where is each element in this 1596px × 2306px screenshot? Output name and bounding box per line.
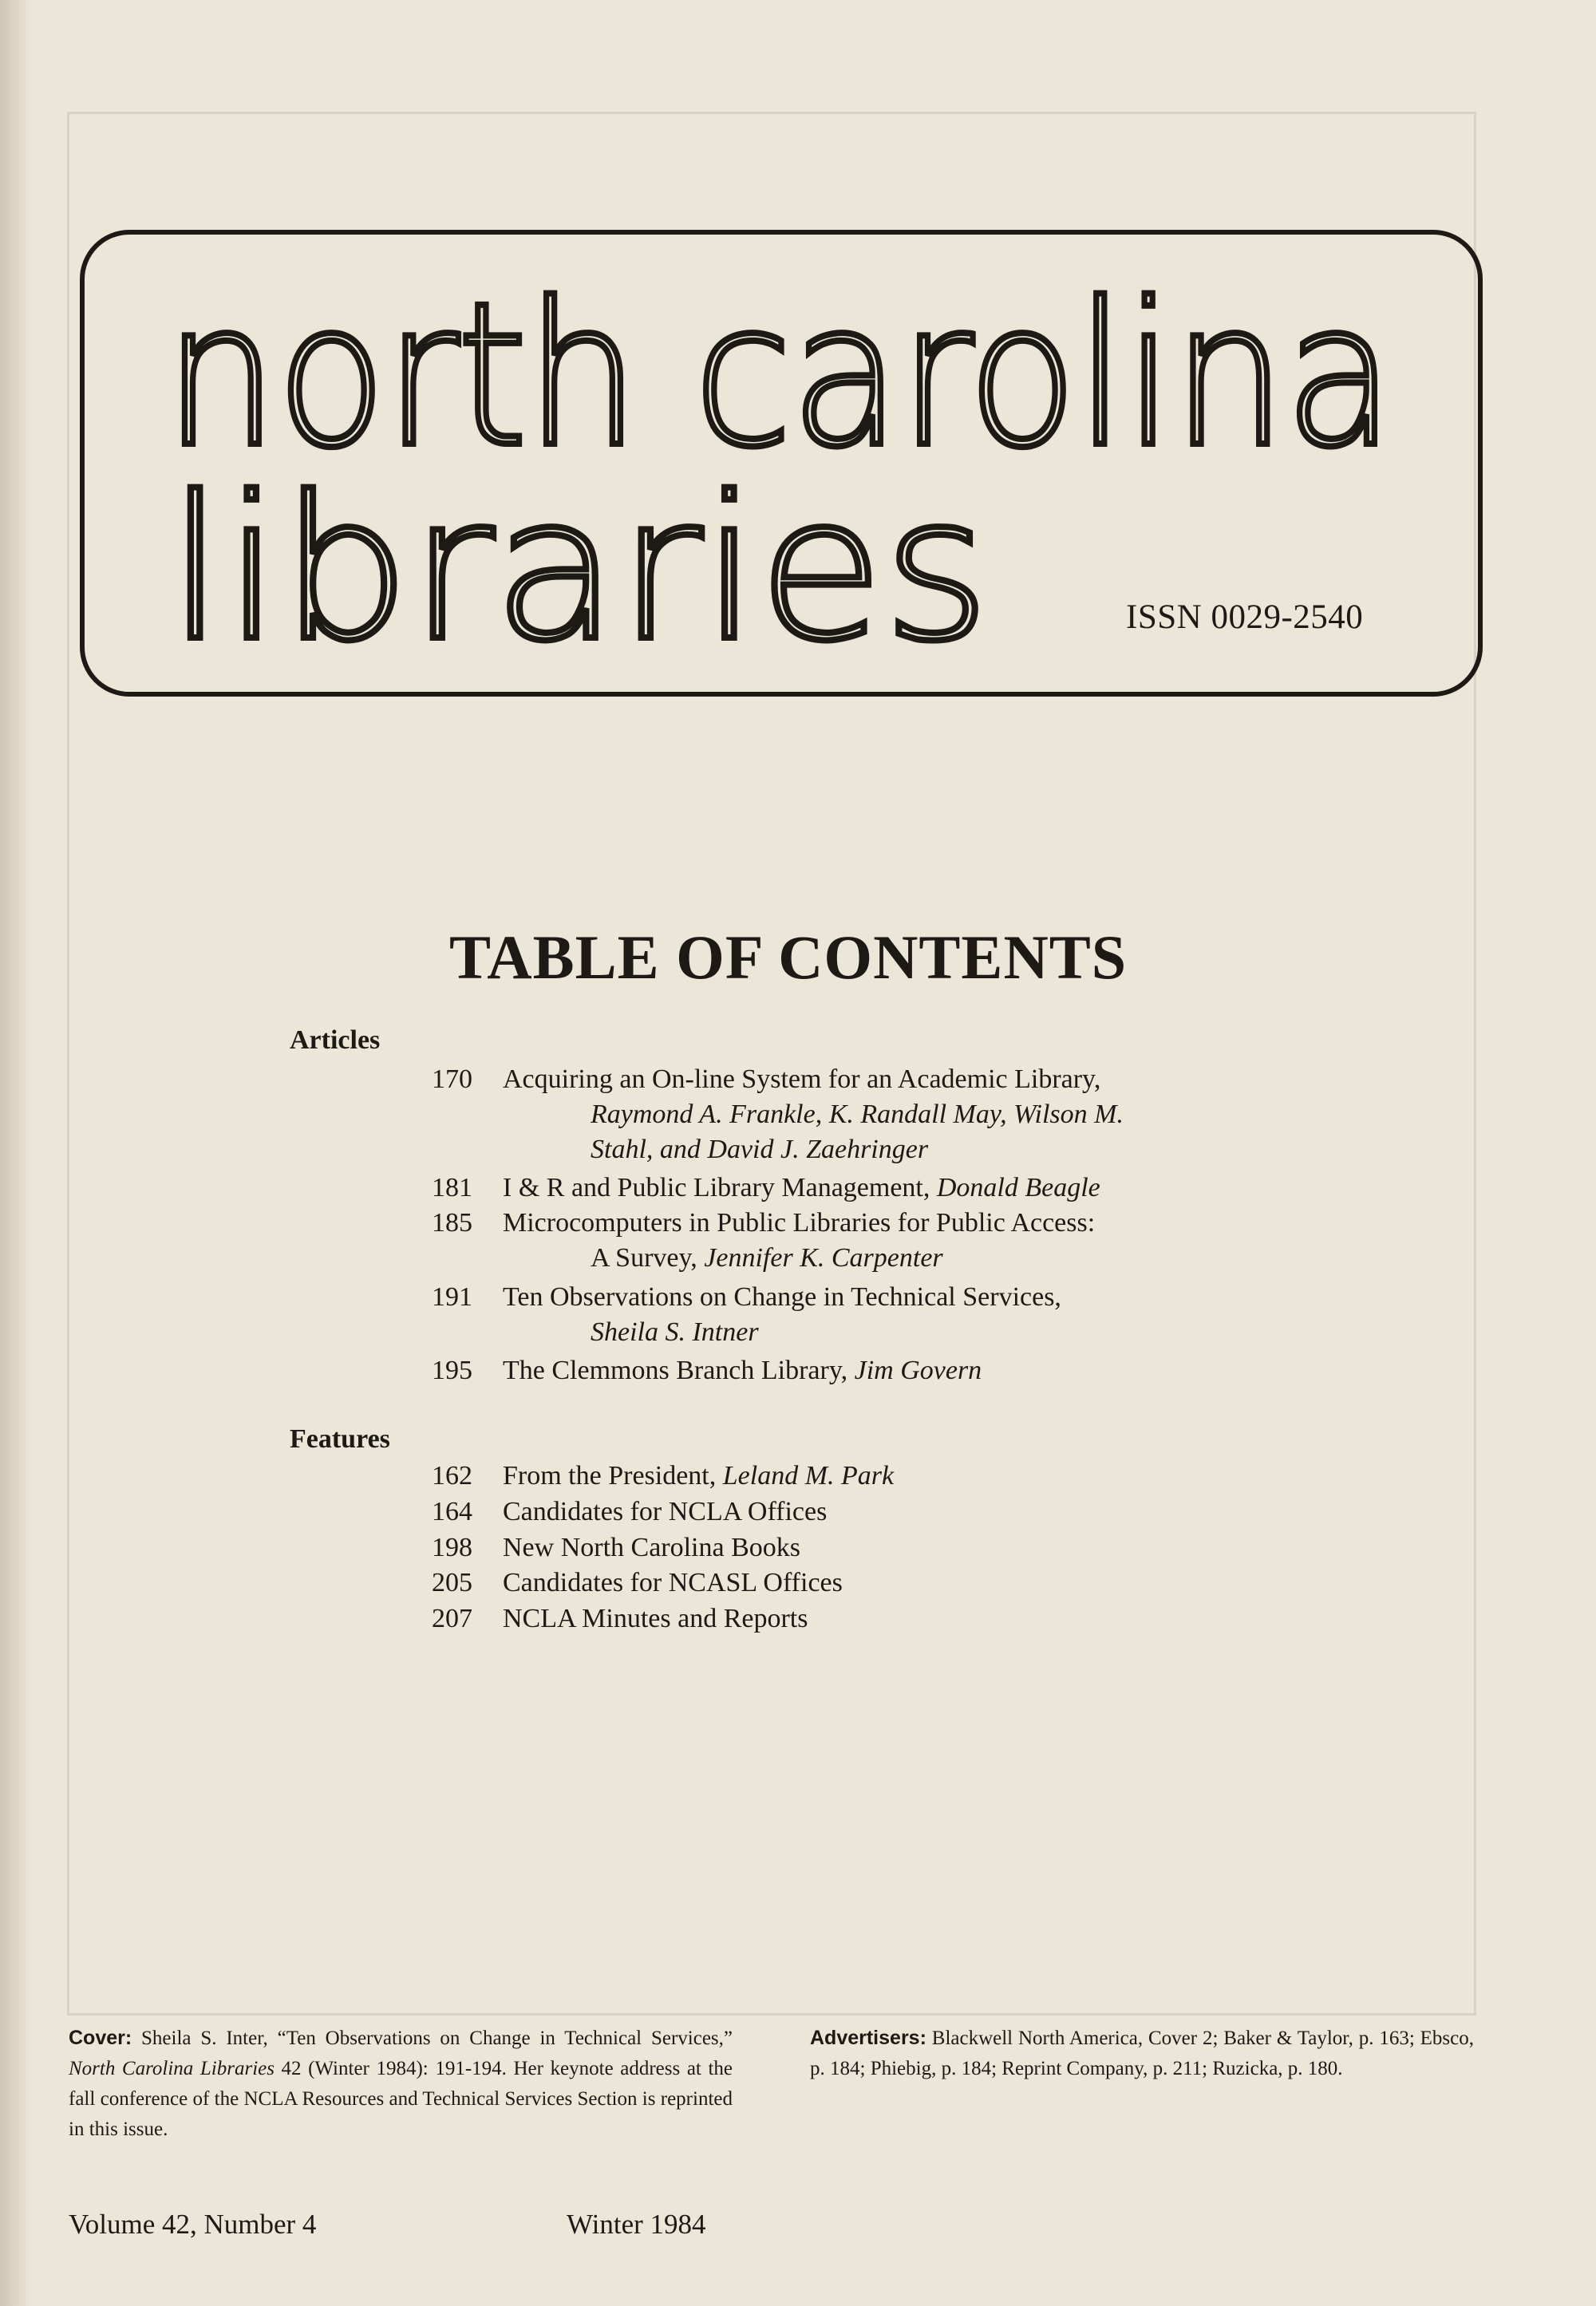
toc-entry — [396, 1280, 1353, 1350]
cover-note-label: Cover: — [69, 2027, 132, 2049]
entry-title-text: I & R and Public Library Management, — [503, 1173, 937, 1202]
entry-page: 185 — [432, 1208, 472, 1238]
entry-page: 170 — [432, 1064, 472, 1094]
issn-number: ISSN 0029-2540 — [1126, 598, 1364, 636]
entry-authors: Raymond A. Frankle, K. Randall May, Wilson M. — [591, 1100, 1124, 1129]
entry-subtitle-text: A Survey, — [591, 1243, 705, 1273]
entry-page: 205 — [432, 1568, 472, 1597]
entry-page: 181 — [432, 1173, 472, 1202]
toc-entry — [396, 1206, 1353, 1276]
cover-note-text: Sheila S. Inter, “Ten Observations on Change in Technical Services,” — [132, 2028, 733, 2049]
entry-author: Sheila S. Intner — [591, 1317, 759, 1347]
toc-entry — [396, 1495, 1353, 1530]
toc-entry — [396, 1566, 1353, 1601]
entry-authors: Stahl, and David J. Zaehringer — [591, 1135, 929, 1164]
entry-page: 191 — [432, 1282, 472, 1312]
toc-entry — [396, 1171, 1353, 1206]
articles-label: Articles — [290, 1025, 381, 1055]
entry-title: Microcomputers in Public Libraries for Public Access: — [503, 1208, 1096, 1238]
advertisers-text: Blackwell North America, Cover 2; Baker & Taylor, p. 163; Ebsco, p. 184; Phiebig, p. 184; Reprint Company, p. 211; Ruzicka, p. 180. — [810, 2028, 1474, 2079]
entry-title — [503, 1171, 1100, 1206]
entry-page: 198 — [432, 1533, 472, 1562]
toc-entry — [396, 1353, 1353, 1388]
toc-entry — [396, 1601, 1353, 1637]
issue-season: Winter 1984 — [567, 2209, 706, 2240]
entry-title: Candidates for NCASL Offices — [503, 1568, 843, 1597]
volume-number: Volume 42, Number 4 — [69, 2209, 317, 2240]
advertisers-label: Advertisers: — [810, 2027, 926, 2049]
entry-title: NCLA Minutes and Reports — [503, 1604, 808, 1633]
masthead-title-line1: north carolina — [164, 261, 1393, 491]
entry-page: 207 — [432, 1604, 472, 1633]
entry-subtitle — [591, 1241, 943, 1276]
entry-title: New North Carolina Books — [503, 1533, 801, 1562]
entry-title: Acquiring an On-line System for an Academic Library, — [503, 1064, 1101, 1094]
features-label: Features — [290, 1424, 390, 1454]
entry-author: Jennifer K. Carpenter — [704, 1243, 943, 1273]
entry-page: 162 — [432, 1461, 472, 1491]
masthead — [80, 230, 1483, 697]
entry-author: Jim Govern — [854, 1356, 982, 1385]
cover-note-text-2: 42 (Winter 1984): 191-194. Her keynote address at the fall conference of the NCLA Resources and Technical Services Section is reprinted in this issue. — [69, 2058, 733, 2140]
cover-note — [69, 2023, 733, 2145]
entry-author: Leland M. Park — [722, 1461, 895, 1491]
page-edge-shadow — [0, 0, 32, 2306]
entry-title: Candidates for NCLA Offices — [503, 1497, 828, 1526]
entry-title — [503, 1353, 982, 1388]
entry-page: 195 — [432, 1356, 472, 1385]
toc-entry — [396, 1459, 1353, 1494]
entry-author: Donald Beagle — [936, 1173, 1100, 1202]
entry-title — [503, 1459, 894, 1494]
cover-note-journal: North Carolina Libraries — [69, 2058, 275, 2079]
toc-title: TABLE OF CONTENTS — [449, 922, 1128, 992]
toc-entry — [396, 1530, 1353, 1566]
toc-entry — [396, 1062, 1353, 1167]
entry-title: Ten Observations on Change in Technical Services, — [503, 1282, 1061, 1312]
entry-title-text: From the President, — [503, 1461, 723, 1491]
advertisers-note — [810, 2023, 1474, 2084]
masthead-title-line2: libraries — [168, 455, 990, 685]
entry-title-text: The Clemmons Branch Library, — [503, 1356, 855, 1385]
entry-page: 164 — [432, 1497, 472, 1526]
